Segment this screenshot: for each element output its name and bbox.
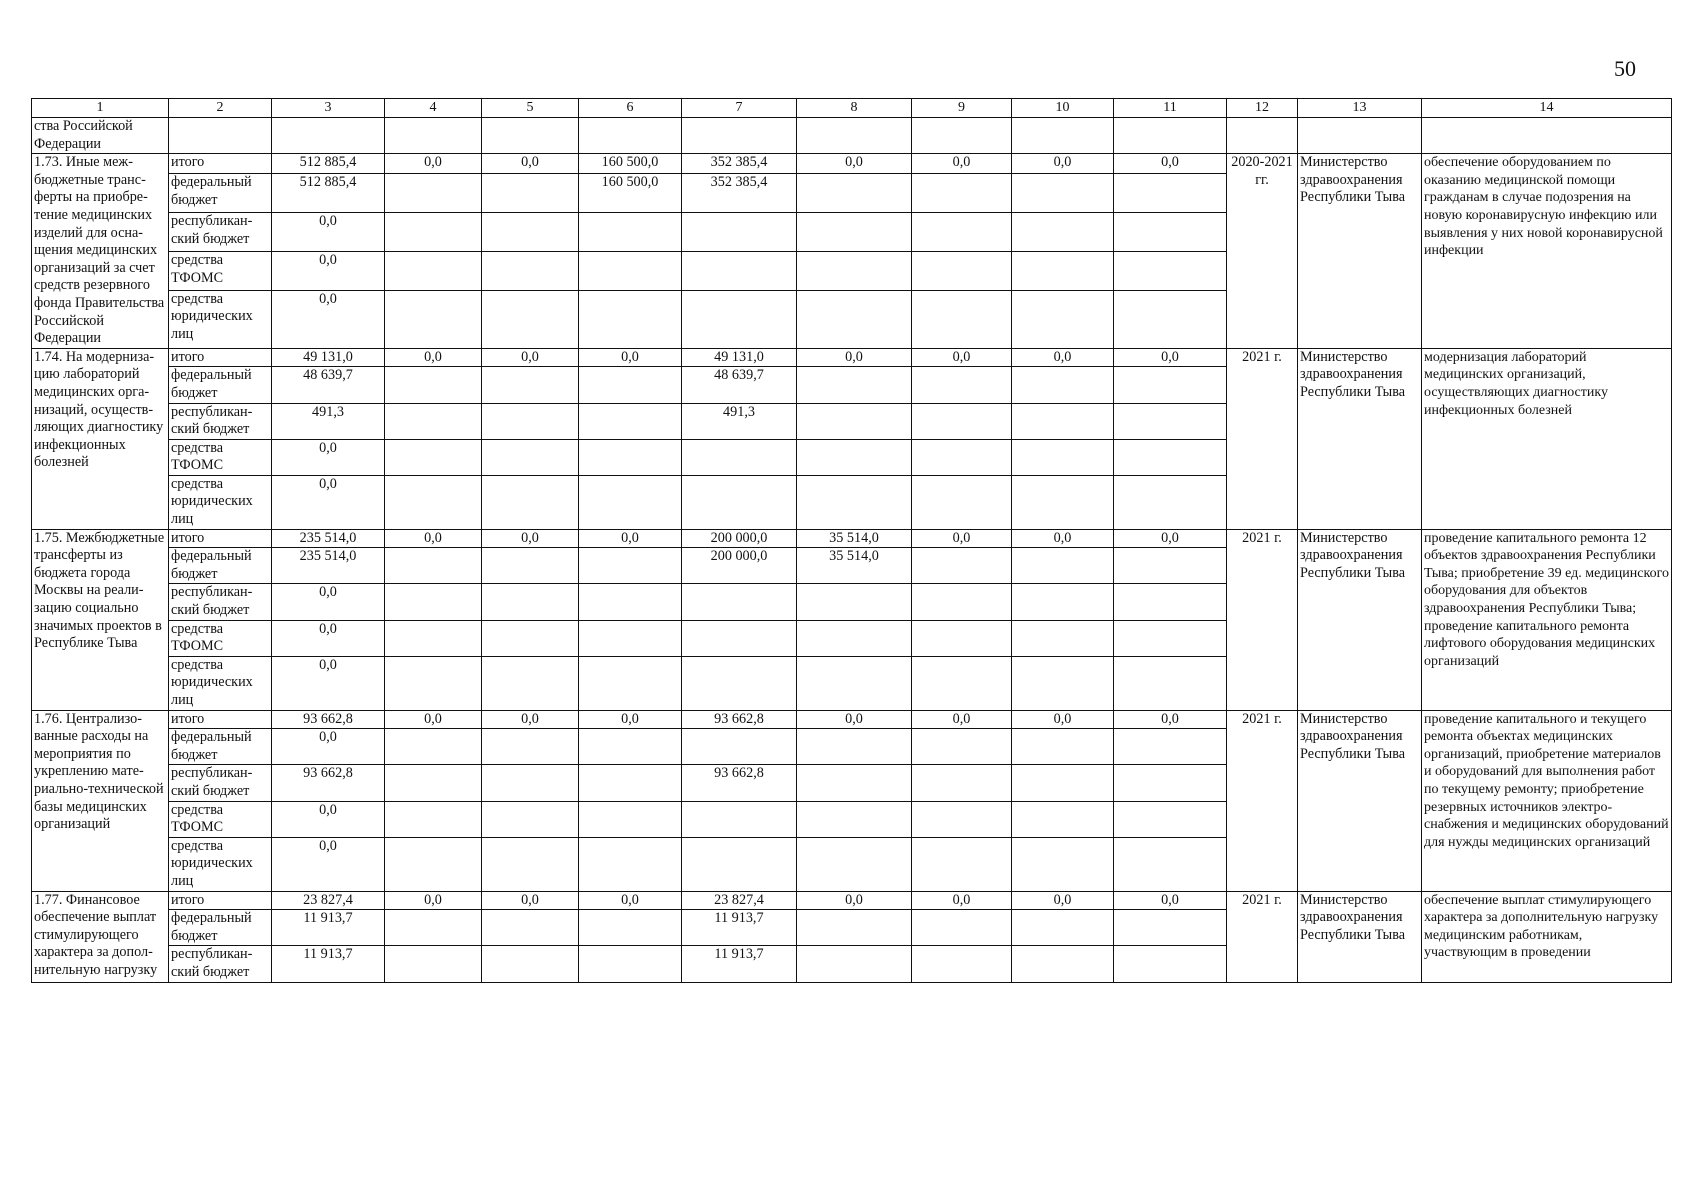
amount-cell [912, 475, 1012, 529]
funding-source: республиканский бюджет [169, 946, 272, 982]
funding-source: средства ТФОМС [169, 620, 272, 656]
amount-cell [1012, 475, 1114, 529]
column-number: 11 [1114, 99, 1227, 118]
funding-source: федеральный бюджет [169, 910, 272, 946]
amount-cell [482, 367, 579, 403]
implementation-period: 2021 г. [1227, 710, 1298, 891]
amount-cell [1012, 729, 1114, 765]
funding-source: федеральный бюджет [169, 548, 272, 584]
amount-cell [385, 946, 482, 982]
amount-cell: 512 885,4 [272, 154, 385, 174]
amount-cell [579, 910, 682, 946]
implementation-period: 2021 г. [1227, 891, 1298, 982]
amount-cell: 0,0 [385, 891, 482, 910]
amount-cell [1114, 910, 1227, 946]
amount-cell: 0,0 [797, 710, 912, 729]
amount-cell [482, 439, 579, 475]
implementation-period: 2020-2021 гг. [1227, 154, 1298, 349]
amount-cell: 0,0 [797, 154, 912, 174]
table-row [32, 710, 1672, 729]
amount-cell: 49 131,0 [682, 348, 797, 367]
funding-source: республиканский бюджет [169, 765, 272, 801]
amount-cell [482, 765, 579, 801]
amount-cell [1114, 729, 1227, 765]
column-number-row [32, 99, 1672, 118]
funding-source: средства юридических лиц [169, 837, 272, 891]
expected-result: модернизация лабораторий медицинских организаций, осуществляющих диагностику инфекционных болезней [1422, 348, 1672, 529]
amount-cell: 512 885,4 [272, 174, 385, 213]
amount-cell [1114, 656, 1227, 710]
amount-cell: 0,0 [1114, 154, 1227, 174]
amount-cell [385, 584, 482, 620]
amount-cell [482, 837, 579, 891]
amount-cell [385, 620, 482, 656]
amount-cell [579, 475, 682, 529]
amount-cell [1012, 403, 1114, 439]
amount-cell: 48 639,7 [682, 367, 797, 403]
amount-cell [1114, 620, 1227, 656]
amount-cell [482, 403, 579, 439]
amount-cell: 11 913,7 [682, 910, 797, 946]
amount-cell [797, 910, 912, 946]
amount-cell: 0,0 [385, 529, 482, 548]
amount-cell: 352 385,4 [682, 154, 797, 174]
amount-cell: 0,0 [1012, 891, 1114, 910]
table-row [32, 154, 1672, 174]
amount-cell: 200 000,0 [682, 548, 797, 584]
funding-source: итого [169, 154, 272, 174]
funding-source: средства ТФОМС [169, 801, 272, 837]
amount-cell: 0,0 [272, 620, 385, 656]
amount-cell [797, 729, 912, 765]
amount-cell: 0,0 [1114, 710, 1227, 729]
amount-cell [682, 439, 797, 475]
column-number: 14 [1422, 99, 1672, 118]
amount-cell [1012, 367, 1114, 403]
amount-cell [912, 801, 1012, 837]
amount-cell [385, 837, 482, 891]
table-row [32, 348, 1672, 367]
amount-cell [797, 251, 912, 290]
amount-cell [385, 367, 482, 403]
amount-cell: 0,0 [272, 290, 385, 348]
funding-source: средства ТФОМС [169, 251, 272, 290]
amount-cell [385, 801, 482, 837]
funding-source: итого [169, 710, 272, 729]
measure-description: 1.75. Межбюджетные трансферты из бюджета города Москвы на реализацию социально значимых проектов в Республике Тыва [32, 529, 169, 710]
amount-cell [682, 290, 797, 348]
amount-cell [912, 837, 1012, 891]
amount-cell: 49 131,0 [272, 348, 385, 367]
amount-cell [385, 548, 482, 584]
amount-cell [1114, 837, 1227, 891]
amount-cell [1114, 548, 1227, 584]
amount-cell [912, 656, 1012, 710]
amount-cell [482, 213, 579, 252]
amount-cell: 0,0 [482, 154, 579, 174]
amount-cell: 0,0 [1012, 348, 1114, 367]
amount-cell [385, 910, 482, 946]
amount-cell [1012, 765, 1114, 801]
amount-cell: 0,0 [385, 154, 482, 174]
amount-cell [385, 765, 482, 801]
amount-cell [797, 656, 912, 710]
amount-cell: 0,0 [579, 348, 682, 367]
amount-cell [912, 584, 1012, 620]
amount-cell [912, 946, 1012, 982]
amount-cell [1012, 439, 1114, 475]
amount-cell [912, 403, 1012, 439]
funding-source: итого [169, 529, 272, 548]
amount-cell: 0,0 [272, 837, 385, 891]
column-number: 7 [682, 99, 797, 118]
amount-cell: 160 500,0 [579, 154, 682, 174]
column-number: 10 [1012, 99, 1114, 118]
funding-source: средства юридических лиц [169, 290, 272, 348]
amount-cell [579, 367, 682, 403]
amount-cell: 23 827,4 [272, 891, 385, 910]
column-number: 4 [385, 99, 482, 118]
amount-cell [797, 475, 912, 529]
amount-cell [579, 548, 682, 584]
amount-cell [1114, 290, 1227, 348]
amount-cell [912, 548, 1012, 584]
continuation-row [32, 118, 1672, 154]
amount-cell [1012, 548, 1114, 584]
amount-cell: 93 662,8 [272, 765, 385, 801]
funding-source: республиканский бюджет [169, 213, 272, 252]
amount-cell: 0,0 [912, 529, 1012, 548]
implementation-period: 2021 г. [1227, 348, 1298, 529]
amount-cell [579, 656, 682, 710]
amount-cell [579, 290, 682, 348]
amount-cell [1114, 174, 1227, 213]
amount-cell: 0,0 [797, 348, 912, 367]
amount-cell [1114, 946, 1227, 982]
column-number: 5 [482, 99, 579, 118]
amount-cell: 0,0 [272, 801, 385, 837]
column-number: 6 [579, 99, 682, 118]
measure-description: 1.76. Централизованные расходы на мероприятия по укреплению материально-технической базы медицинских организаций [32, 710, 169, 891]
continuation-description: ства Российской Федерации [32, 118, 169, 154]
amount-cell: 0,0 [272, 584, 385, 620]
responsible-executor: Министерство здравоохранения Республики Тыва [1298, 529, 1422, 710]
funding-source: итого [169, 891, 272, 910]
table-row [32, 529, 1672, 548]
amount-cell [797, 765, 912, 801]
amount-cell [385, 656, 482, 710]
amount-cell [1012, 656, 1114, 710]
column-number: 9 [912, 99, 1012, 118]
column-number: 8 [797, 99, 912, 118]
expected-result: проведение капитального и текущего ремонта объектах медицинских организаций, приобретение материалов и оборудований для выполнения работ по текущему ремонту; приобретение резервных источников электроснабжения и медицинских оборудований для нужды медицинских организаций [1422, 710, 1672, 891]
amount-cell: 0,0 [912, 154, 1012, 174]
amount-cell [579, 403, 682, 439]
amount-cell: 0,0 [579, 710, 682, 729]
amount-cell: 235 514,0 [272, 548, 385, 584]
amount-cell: 35 514,0 [797, 548, 912, 584]
amount-cell [482, 656, 579, 710]
amount-cell [912, 620, 1012, 656]
amount-cell [797, 174, 912, 213]
amount-cell: 23 827,4 [682, 891, 797, 910]
amount-cell [1114, 213, 1227, 252]
amount-cell [1114, 801, 1227, 837]
amount-cell [912, 729, 1012, 765]
responsible-executor: Министерство здравоохранения Республики Тыва [1298, 154, 1422, 349]
amount-cell [482, 251, 579, 290]
amount-cell: 0,0 [272, 656, 385, 710]
amount-cell: 11 913,7 [682, 946, 797, 982]
amount-cell [482, 475, 579, 529]
column-number: 1 [32, 99, 169, 118]
amount-cell [682, 837, 797, 891]
amount-cell [579, 801, 682, 837]
funding-source: республиканский бюджет [169, 584, 272, 620]
funding-source: итого [169, 348, 272, 367]
amount-cell [482, 584, 579, 620]
amount-cell [682, 620, 797, 656]
amount-cell [797, 620, 912, 656]
amount-cell: 0,0 [272, 251, 385, 290]
expected-result: обеспечение выплат стимулирующего характера за дополнительную нагрузку медицинским работникам, участвующим в проведении [1422, 891, 1672, 982]
amount-cell: 160 500,0 [579, 174, 682, 213]
column-number: 2 [169, 99, 272, 118]
amount-cell [1012, 620, 1114, 656]
implementation-period: 2021 г. [1227, 529, 1298, 710]
amount-cell [912, 910, 1012, 946]
amount-cell [482, 174, 579, 213]
amount-cell: 0,0 [272, 475, 385, 529]
amount-cell [1114, 251, 1227, 290]
funding-source: республиканский бюджет [169, 403, 272, 439]
amount-cell: 491,3 [272, 403, 385, 439]
program-table [31, 98, 1672, 983]
amount-cell [385, 290, 482, 348]
expected-result: обеспечение оборудованием по оказанию медицинской помощи гражданам в случае подозрения на новую коронавирусную инфекцию или выявления у них новой коронавирусной инфекции [1422, 154, 1672, 349]
amount-cell [797, 213, 912, 252]
amount-cell [682, 729, 797, 765]
amount-cell: 0,0 [579, 529, 682, 548]
amount-cell: 48 639,7 [272, 367, 385, 403]
amount-cell [482, 620, 579, 656]
amount-cell [1012, 290, 1114, 348]
amount-cell: 0,0 [1012, 529, 1114, 548]
amount-cell: 0,0 [482, 529, 579, 548]
amount-cell [579, 213, 682, 252]
amount-cell: 0,0 [385, 348, 482, 367]
amount-cell: 11 913,7 [272, 910, 385, 946]
amount-cell [1012, 584, 1114, 620]
amount-cell [912, 765, 1012, 801]
amount-cell [797, 290, 912, 348]
amount-cell: 35 514,0 [797, 529, 912, 548]
amount-cell [385, 439, 482, 475]
amount-cell [385, 729, 482, 765]
amount-cell: 0,0 [1114, 529, 1227, 548]
expected-result: проведение капитального ремонта 12 объектов здравоохранения Республики Тыва; приобретение 39 ед. медицинского оборудования для объектов здравоохранения Республики Тыва; проведение капитального ремонта лифтового оборудования медицинских организаций [1422, 529, 1672, 710]
amount-cell: 491,3 [682, 403, 797, 439]
amount-cell: 0,0 [1012, 154, 1114, 174]
amount-cell [482, 290, 579, 348]
amount-cell: 93 662,8 [682, 710, 797, 729]
measure-description: 1.73. Иные межбюджетные трансферты на приобретение медицинских изделий для оснащения медицинских организаций за счет средств резервного фонда Правительства Российской Федерации [32, 154, 169, 349]
amount-cell: 200 000,0 [682, 529, 797, 548]
amount-cell: 0,0 [385, 710, 482, 729]
amount-cell: 0,0 [579, 891, 682, 910]
amount-cell: 0,0 [912, 710, 1012, 729]
amount-cell: 0,0 [272, 439, 385, 475]
amount-cell [385, 475, 482, 529]
amount-cell [385, 174, 482, 213]
amount-cell [579, 251, 682, 290]
amount-cell [797, 367, 912, 403]
measure-description: 1.77. Финансовое обеспечение выплат стимулирующего характера за дополнительную нагрузку [32, 891, 169, 982]
amount-cell [1012, 946, 1114, 982]
amount-cell [912, 251, 1012, 290]
amount-cell [797, 946, 912, 982]
amount-cell: 93 662,8 [682, 765, 797, 801]
amount-cell [579, 765, 682, 801]
amount-cell: 0,0 [482, 348, 579, 367]
amount-cell [579, 729, 682, 765]
amount-cell [1012, 837, 1114, 891]
amount-cell [912, 174, 1012, 213]
amount-cell [1012, 910, 1114, 946]
amount-cell: 235 514,0 [272, 529, 385, 548]
amount-cell [682, 475, 797, 529]
amount-cell [797, 801, 912, 837]
column-number: 12 [1227, 99, 1298, 118]
funding-source: средства юридических лиц [169, 656, 272, 710]
funding-source: федеральный бюджет [169, 174, 272, 213]
amount-cell [1012, 801, 1114, 837]
amount-cell [1114, 765, 1227, 801]
funding-source: средства ТФОМС [169, 439, 272, 475]
responsible-executor: Министерство здравоохранения Республики Тыва [1298, 891, 1422, 982]
amount-cell [682, 251, 797, 290]
funding-source: федеральный бюджет [169, 367, 272, 403]
responsible-executor: Министерство здравоохранения Республики Тыва [1298, 710, 1422, 891]
amount-cell [1114, 584, 1227, 620]
amount-cell [385, 403, 482, 439]
amount-cell [1114, 367, 1227, 403]
amount-cell [682, 213, 797, 252]
amount-cell [797, 584, 912, 620]
amount-cell [1012, 174, 1114, 213]
amount-cell [579, 620, 682, 656]
amount-cell [482, 801, 579, 837]
amount-cell: 0,0 [272, 729, 385, 765]
amount-cell [1012, 213, 1114, 252]
amount-cell [385, 251, 482, 290]
amount-cell [482, 946, 579, 982]
amount-cell [682, 801, 797, 837]
amount-cell: 0,0 [797, 891, 912, 910]
amount-cell [797, 837, 912, 891]
amount-cell [1114, 403, 1227, 439]
amount-cell [1114, 439, 1227, 475]
amount-cell [482, 548, 579, 584]
amount-cell: 0,0 [1114, 891, 1227, 910]
column-number: 3 [272, 99, 385, 118]
amount-cell: 11 913,7 [272, 946, 385, 982]
amount-cell [385, 213, 482, 252]
amount-cell: 0,0 [482, 710, 579, 729]
page-number: 50 [1614, 56, 1636, 81]
amount-cell [1012, 251, 1114, 290]
funding-source: федеральный бюджет [169, 729, 272, 765]
table-row [32, 891, 1672, 910]
amount-cell [579, 837, 682, 891]
amount-cell [482, 910, 579, 946]
amount-cell: 352 385,4 [682, 174, 797, 213]
amount-cell: 93 662,8 [272, 710, 385, 729]
amount-cell: 0,0 [272, 213, 385, 252]
amount-cell [482, 729, 579, 765]
amount-cell [912, 213, 1012, 252]
amount-cell [1114, 475, 1227, 529]
measure-description: 1.74. На модернизацию лабораторий медицинских организаций, осуществляющих диагностику инфекционных болезней [32, 348, 169, 529]
funding-source: средства юридических лиц [169, 475, 272, 529]
amount-cell [682, 584, 797, 620]
amount-cell [912, 439, 1012, 475]
amount-cell [797, 403, 912, 439]
amount-cell [912, 290, 1012, 348]
amount-cell [682, 656, 797, 710]
amount-cell [579, 946, 682, 982]
amount-cell [797, 439, 912, 475]
amount-cell: 0,0 [1114, 348, 1227, 367]
amount-cell: 0,0 [912, 348, 1012, 367]
amount-cell [579, 584, 682, 620]
column-number: 13 [1298, 99, 1422, 118]
responsible-executor: Министерство здравоохранения Республики Тыва [1298, 348, 1422, 529]
amount-cell [579, 439, 682, 475]
amount-cell: 0,0 [482, 891, 579, 910]
amount-cell: 0,0 [1012, 710, 1114, 729]
amount-cell [912, 367, 1012, 403]
amount-cell: 0,0 [912, 891, 1012, 910]
